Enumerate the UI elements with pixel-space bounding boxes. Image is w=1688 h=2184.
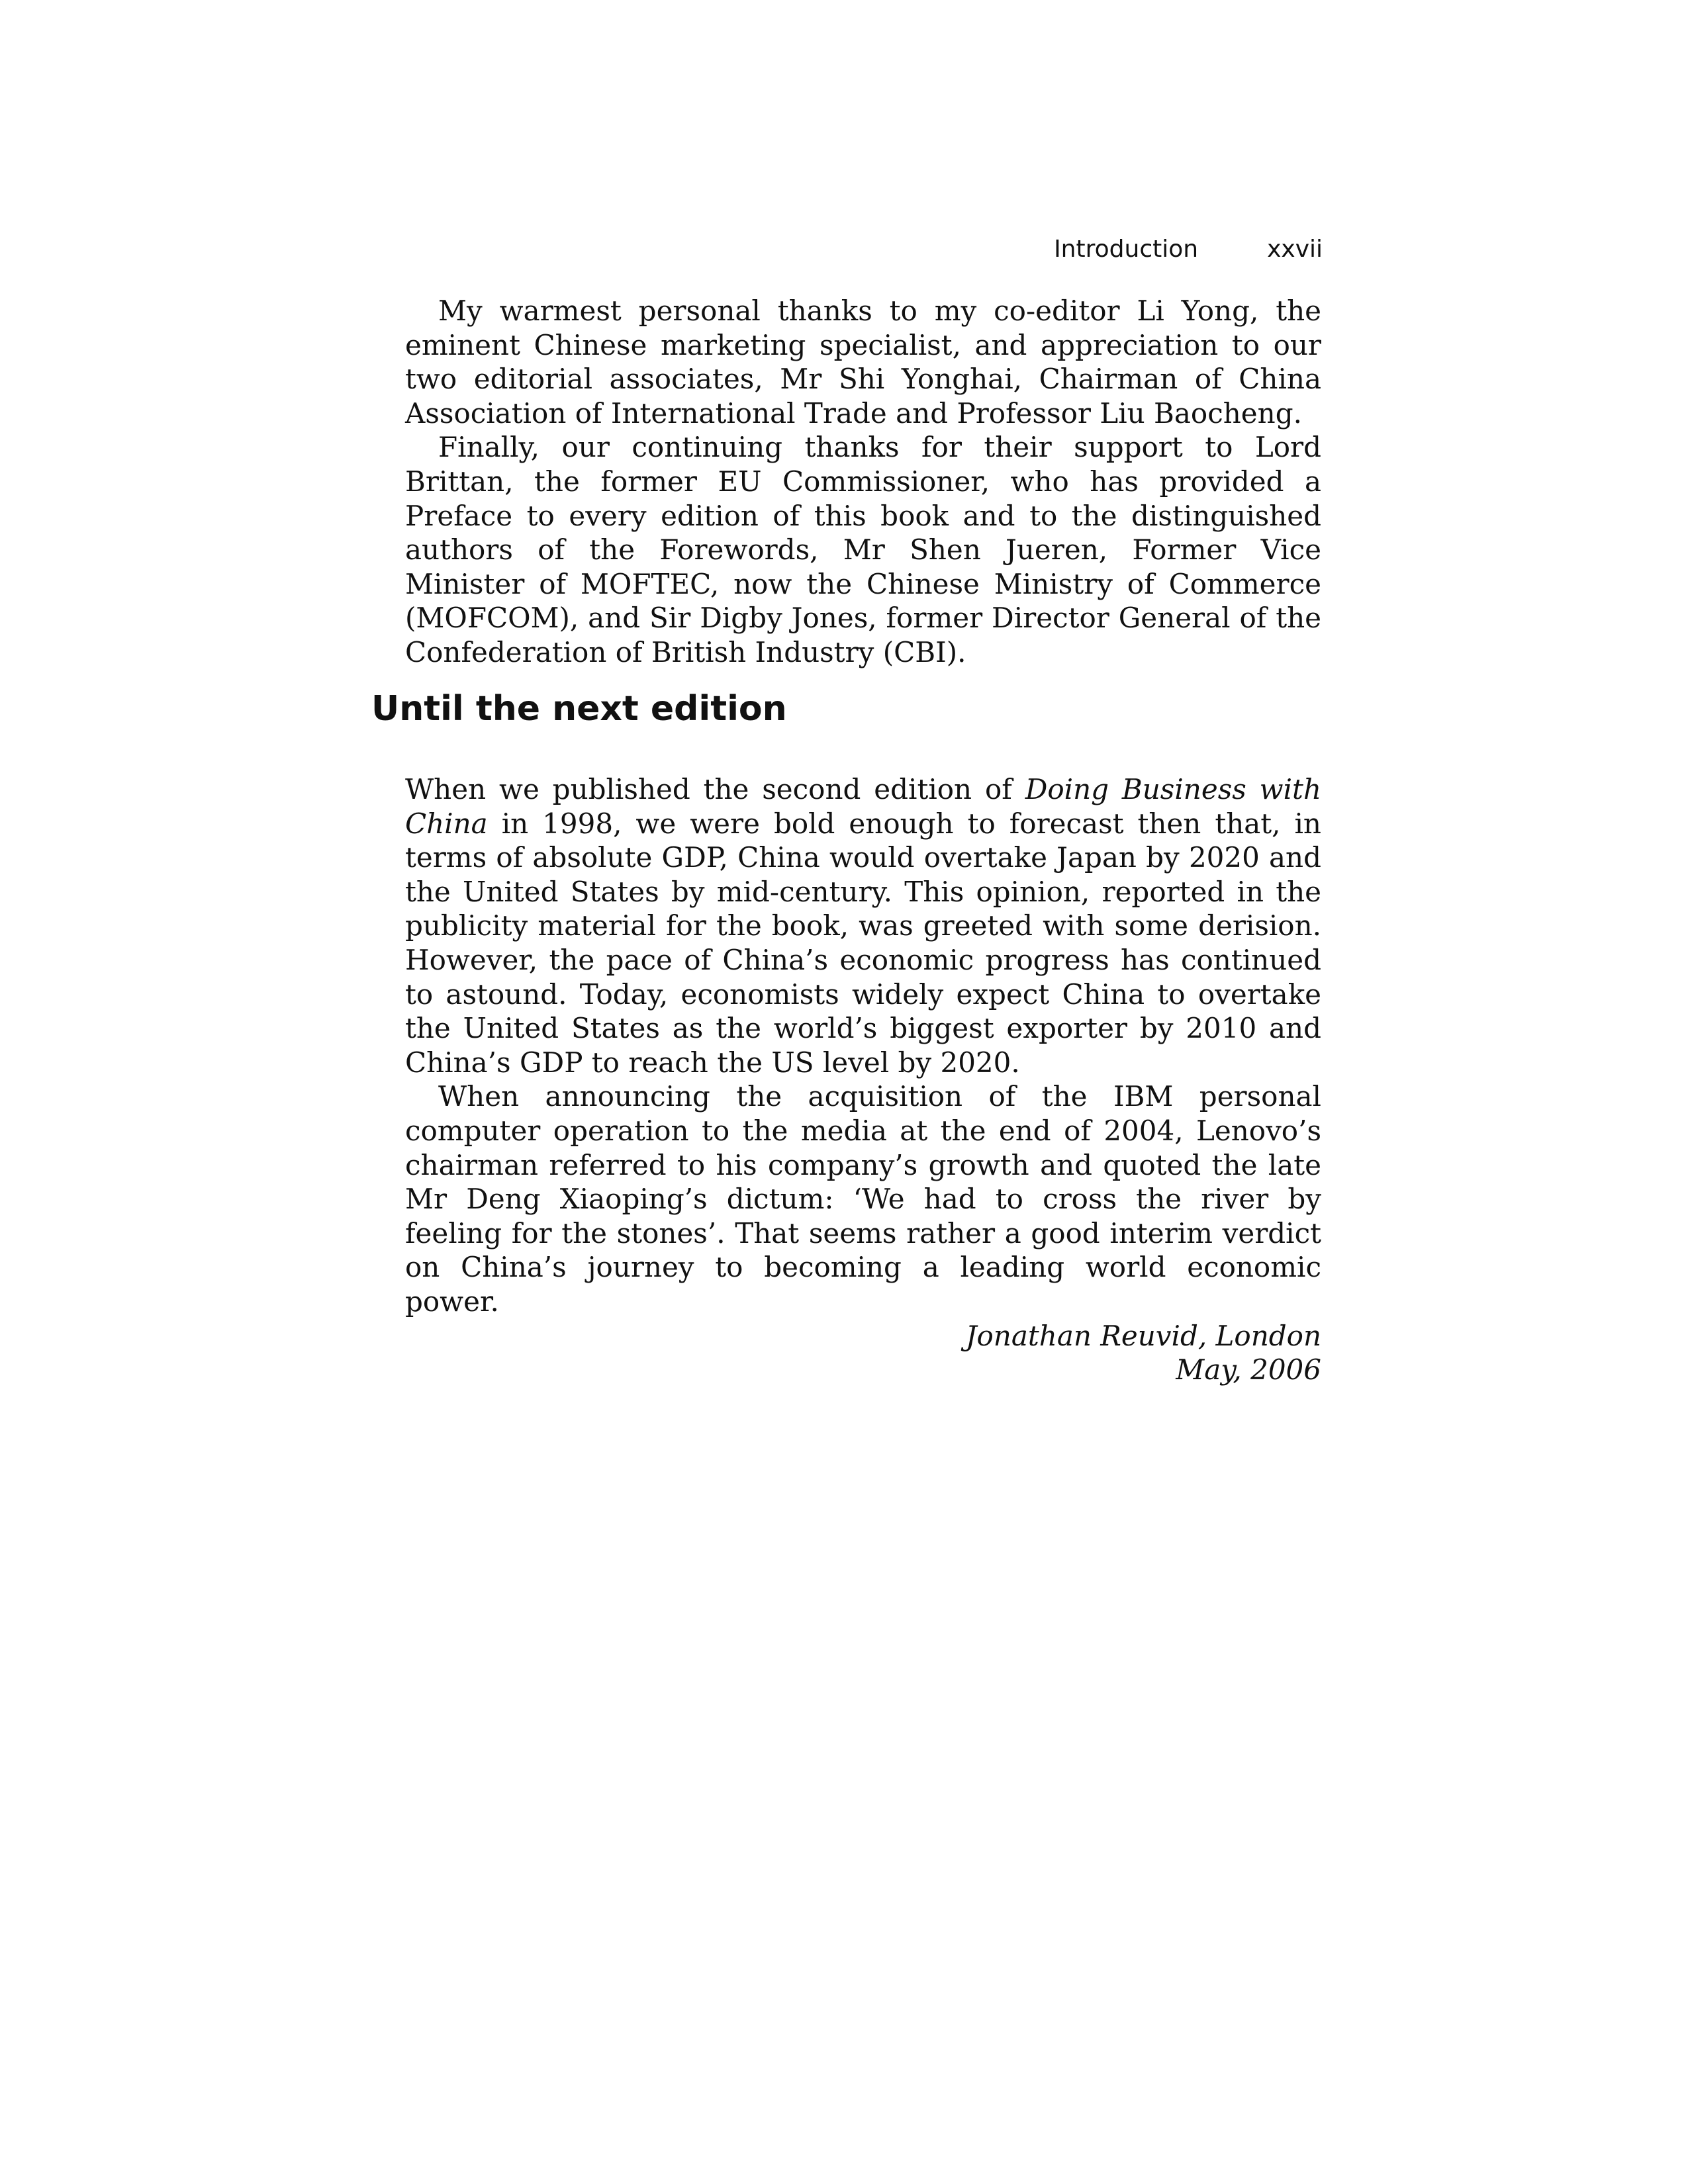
paragraph-text: in 1998, we were bold enough to forecast then that, in terms of absolute GDP, China would overtake Japan by 2020 and the United States by mid-century. This opinion, reported in the publicity material for the book, was greeted with some derision. However, the pace of China’s economic progress has continued to astound. Today, economists widely expect China to overtake the United States as the world’s biggest exporter by 2010 and China’s GDP to reach the US level by 2020. (405, 807, 1321, 1079)
signature-date: May, 2006 (1176, 1353, 1321, 1387)
page-number: xxvii (1267, 236, 1323, 263)
book-title: Doing Business with China (405, 773, 1321, 840)
section-heading: Until the next edition (371, 689, 787, 729)
paragraph-text: When we published the second edition of (405, 773, 1025, 805)
acknowledgements-paragraph: My warmest personal thanks to my co-editor Li Yong, the eminent Chinese marketing specialist, and appreciation to our two editorial associates, Mr Shi Yonghai, Chairman of China Association of International Trade and Professor Liu Baocheng. (405, 295, 1321, 430)
next-edition-paragraph: When announcing the acquisition of the IBM personal computer operation to the media at the end of 2004, Lenovo’s chairman referred to his company’s growth and quoted the late Mr Deng Xiaoping’s dictum: ‘We had to cross the river by feeling for the stones’. That seems rather a good interim verdict on China’s journey to becoming a leading world economic power. (405, 1080, 1321, 1318)
running-head-section-title: Introduction (1054, 236, 1199, 263)
next-edition-text (405, 772, 1321, 1387)
acknowledgements-text (405, 294, 1321, 670)
signature-name: Jonathan Reuvid, London (965, 1319, 1321, 1352)
acknowledgements-paragraph: Finally, our continuing thanks for their support to Lord Brittan, the former EU Commissioner, who has provided a Preface to every edition of this book and to the distinguished authors of the Forewords, Mr Shen Jueren, Former Vice Minister of MOFTEC, now the Chinese Ministry of Commerce (MOFCOM), and Sir Digby Jones, former Director General of the Confederation of British Industry (CBI). (405, 431, 1321, 668)
signature (405, 1319, 1321, 1387)
running-head (1054, 235, 1323, 264)
next-edition-paragraph (405, 772, 1321, 1079)
